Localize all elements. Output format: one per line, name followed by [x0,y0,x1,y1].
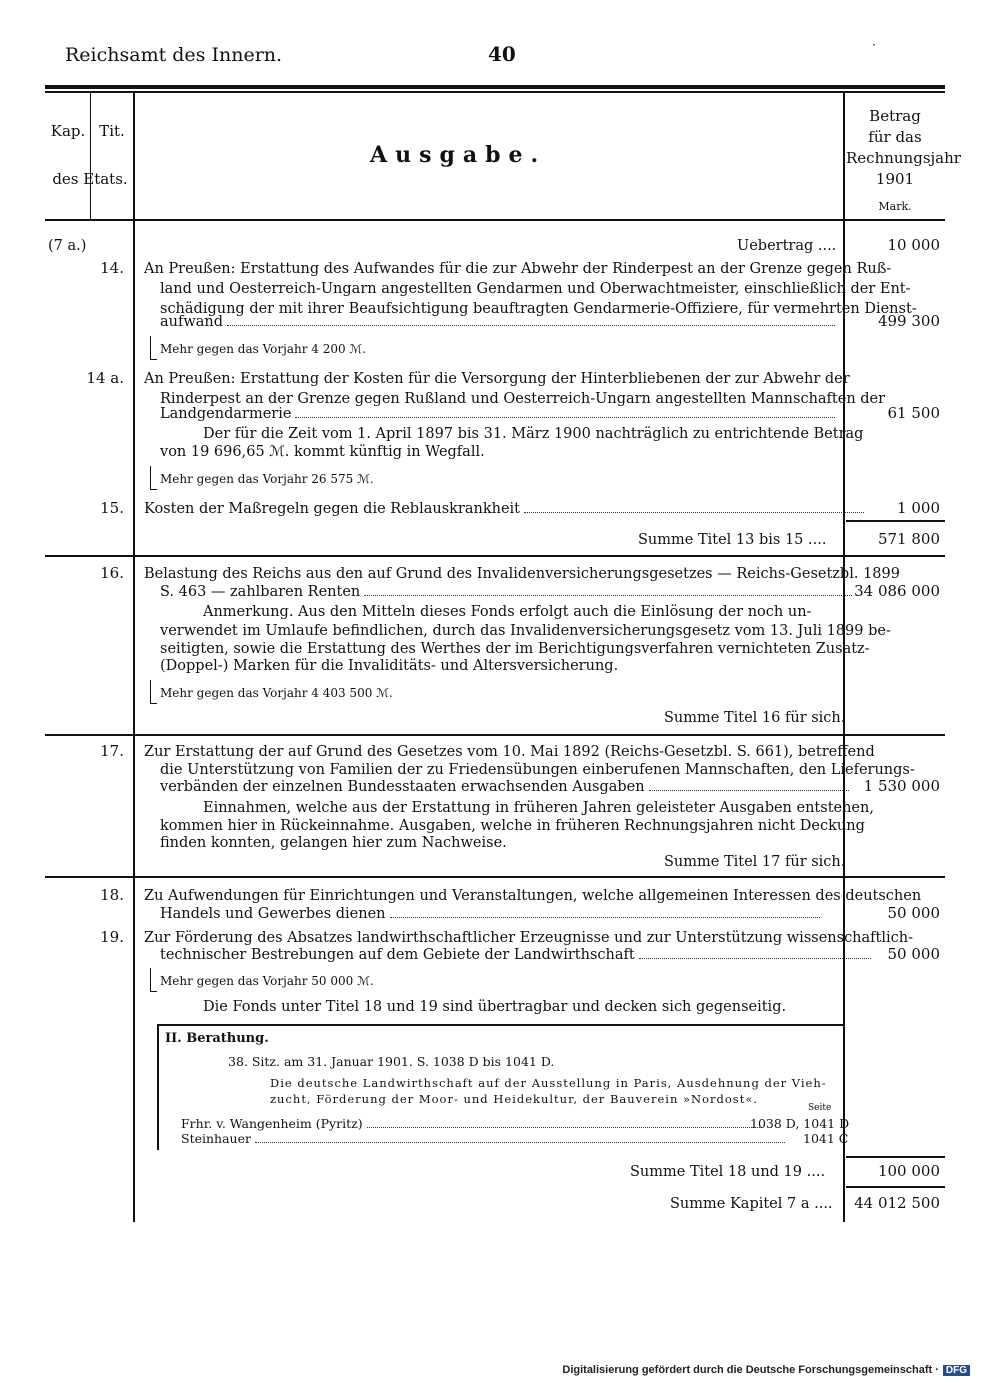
col-line-kap [90,92,91,219]
fonds-note: Die Fonds unter Titel 18 und 19 sind übertragbar und decken sich gegenseitig. [203,999,787,1015]
sum-label: Summe Titel 13 bis 15 .... [638,532,827,548]
beratung-session: 38. Sitz. am 31. Januar 1901. S. 1038 D bis 1041 D. [228,1054,555,1069]
entry-line [160,582,852,602]
credit-text: Digitalisierung gefördert durch die Deutsche Forschungsgemeinschaft · [562,1364,939,1376]
entry-line-text: Kosten der Maßregeln gegen die Reblauskrankheit [144,501,521,517]
header-tit: Tit. [99,122,125,140]
entry-line: Zur Erstattung der auf Grund des Gesetzes vom 10. Mai 1892 (Reichs-Gesetzbl. S. 661), betreffend [144,744,875,760]
change-note: Mehr gegen das Vorjahr 4 403 500 ℳ. [160,686,393,700]
entry-line: Zu Aufwendungen für Einrichtungen und Veranstaltungen, welche allgemeinen Interessen des deutschen [144,888,922,904]
digitization-credit [562,1364,970,1376]
kap-number: (7 a.) [48,238,87,254]
note-bracket [150,336,157,360]
leader-dots [390,917,820,918]
title-number: 15. [100,499,124,517]
sum-label: Summe Titel 16 für sich. [664,710,846,726]
header-betrag-line: 1901 [875,170,915,188]
running-header: Reichsamt des Innern. [65,44,283,66]
header-betrag [846,106,961,190]
title-number: 19. [100,928,124,946]
entry-line: An Preußen: Erstattung des Aufwandes für die zur Abwehr der Rinderpest an der Grenze gegen Ruß- [144,261,892,277]
beratung-box-top [157,1024,845,1026]
annotation-line: (Doppel-) Marken für die Invaliditäts- und Altersversicherung. [160,658,619,674]
entry-line-text: aufwand [160,314,224,330]
change-note: Mehr gegen das Vorjahr 4 200 ℳ. [160,342,367,356]
uebertrag-amount: 10 000 [887,236,940,254]
sum-label: Summe Titel 18 und 19 .... [630,1164,826,1180]
section-rule [45,555,945,557]
entry-line: Zur Förderung des Absatzes landwirthschaftlicher Erzeugnisse und zur Unterstützung wissenschaftlich- [144,930,913,946]
amount: 61 500 [887,404,940,422]
uebertrag-label: Uebertrag .... [737,238,837,254]
entry-line-text: S. 463 — zahlbaren Renten [160,584,361,600]
beratung-topic: Die deutsche Landwirthschaft auf der Ausstellung in Paris, Ausdehnung der Vieh- [270,1076,827,1090]
beratung-topic: zucht, Förderung der Moor- und Heidekultur, der Bauverein »Nordost«. [270,1092,759,1106]
entry-line [160,404,835,424]
entry-line-text: technischer Bestrebungen auf dem Gebiete der Landwirthschaft [160,947,635,963]
amount: 50 000 [887,904,940,922]
leader-dots [367,1127,762,1128]
entry-line: von 19 696,65 ℳ. kommt künftig in Wegfall. [160,444,485,460]
title-number: 14 a. [86,369,124,387]
change-note: Mehr gegen das Vorjahr 50 000 ℳ. [160,974,374,988]
leader-dots [364,595,852,596]
change-note: Mehr gegen das Vorjahr 26 575 ℳ. [160,472,374,486]
title-number: 14. [100,259,124,277]
entry-line: die Unterstützung von Familien der zu Friedensübungen einberufenen Mannschaften, den Lieferungs- [160,762,915,778]
section-title: Ausgabe. [370,142,547,168]
entry-line: An Preußen: Erstattung der Kosten für die Versorgung der Hinterbliebenen der zur Abwehr der [144,371,850,387]
entry-line-text: Landgendarmerie [160,406,292,422]
amount: 34 086 000 [854,582,940,600]
top-rule-thin [45,91,945,93]
sum-rule [846,1156,945,1158]
title-number: 18. [100,886,124,904]
sum-rule [846,520,945,522]
entry-line: finden konnten, gelangen hier zum Nachweise. [160,835,507,851]
sum-amount: 100 000 [877,1162,940,1180]
section-rule [45,876,945,878]
entry-line: Einnahmen, welche aus der Erstattung in früheren Jahren geleisteter Ausgaben entstehen, [203,800,874,816]
entry-line-text: Handels und Gewerbes dienen [160,906,386,922]
amount: 50 000 [887,945,940,963]
entry-line [160,904,820,924]
beratung-title: II. Berathung. [165,1031,269,1046]
dfg-logo: DFG [943,1365,970,1376]
page-mark: · [872,38,876,52]
annotation-line: seitigten, sowie die Erstattung des Werthes der im Berichtigungsverfahren vernichteten Zusatz- [160,641,870,657]
note-bracket [150,466,157,490]
speaker-pages: 1041 C [803,1131,849,1146]
speaker-name: Frhr. v. Wangenheim (Pyritz) [181,1116,363,1131]
header-bottom-rule [45,219,945,221]
entry-line-text: verbänden der einzelnen Bundesstaaten erwachsenden Ausgaben [160,779,645,795]
entry-line: land und Oesterreich-Ungarn angestellten Gendarmen und Oberwachtmeister, einschließlich der Ent- [160,281,911,297]
chapter-sum-amount: 44 012 500 [854,1194,940,1212]
entry-line: Belastung des Reichs aus den auf Grund des Invalidenversicherungsgesetzes — Reichs-Gesetzbl. 1899 [144,566,900,582]
leader-dots [227,325,835,326]
entry-line [160,312,835,332]
entry-line [160,945,871,965]
header-kap: Kap. [50,122,86,140]
section-rule [45,734,945,736]
sum-amount: 571 800 [877,530,940,548]
sum-label: Summe Titel 17 für sich. [664,854,846,870]
chapter-sum-label: Summe Kapitel 7 a .... [670,1196,833,1212]
amount: 1 000 [897,499,940,517]
entry-line [144,499,864,519]
title-number: 17. [100,742,124,760]
entry-line: kommen hier in Rückeinnahme. Ausgaben, welche in früheren Rechnungsjahren nicht Deckung [160,818,865,834]
speaker-name: Steinhauer [181,1131,251,1146]
annotation-line: verwendet im Umlaufe befindlichen, durch das Invalidenversicherungsgesetz vom 13. Juli 1899 be- [160,623,891,639]
leader-dots [295,417,835,418]
entry-line: schädigung der mit ihrer Beaufsichtigung beauftragten Gendarmerie-Offiziere, für vermehrten Dienst- [160,301,917,317]
entry-line: Rinderpest an der Grenze gegen Rußland und Oesterreich-Ungarn angestellten Mannschaften der [160,391,886,407]
annotation-line: Anmerkung. Aus den Mitteln dieses Fonds erfolgt auch die Einlösung der noch un- [203,604,812,620]
header-des-etats: des Etats. [52,170,128,188]
note-bracket [150,680,157,704]
header-betrag-line: Rechnungsjahr [846,149,961,167]
header-mark: Mark. [878,200,912,213]
title-number: 16. [100,564,124,582]
entry-line: Der für die Zeit vom 1. April 1897 bis 31. März 1900 nachträglich zu entrichtende Betrag [203,426,864,442]
header-betrag-line: Betrag [869,107,921,125]
sum-rule [846,1186,945,1188]
top-rule-thick [45,85,945,89]
note-bracket [150,968,157,992]
amount: 499 300 [877,312,940,330]
header-betrag-line: für das [868,128,922,146]
amount: 1 530 000 [863,777,940,795]
leader-dots [255,1142,785,1143]
entry-line [160,777,849,797]
beratung-speaker [181,1129,785,1149]
col-line-tit [133,92,135,1222]
beratung-box-left [157,1024,159,1150]
page-number: 40 [488,42,516,66]
beratung-seite: Seite [808,1103,832,1113]
speaker-pages: 1038 D, 1041 D [750,1116,850,1131]
